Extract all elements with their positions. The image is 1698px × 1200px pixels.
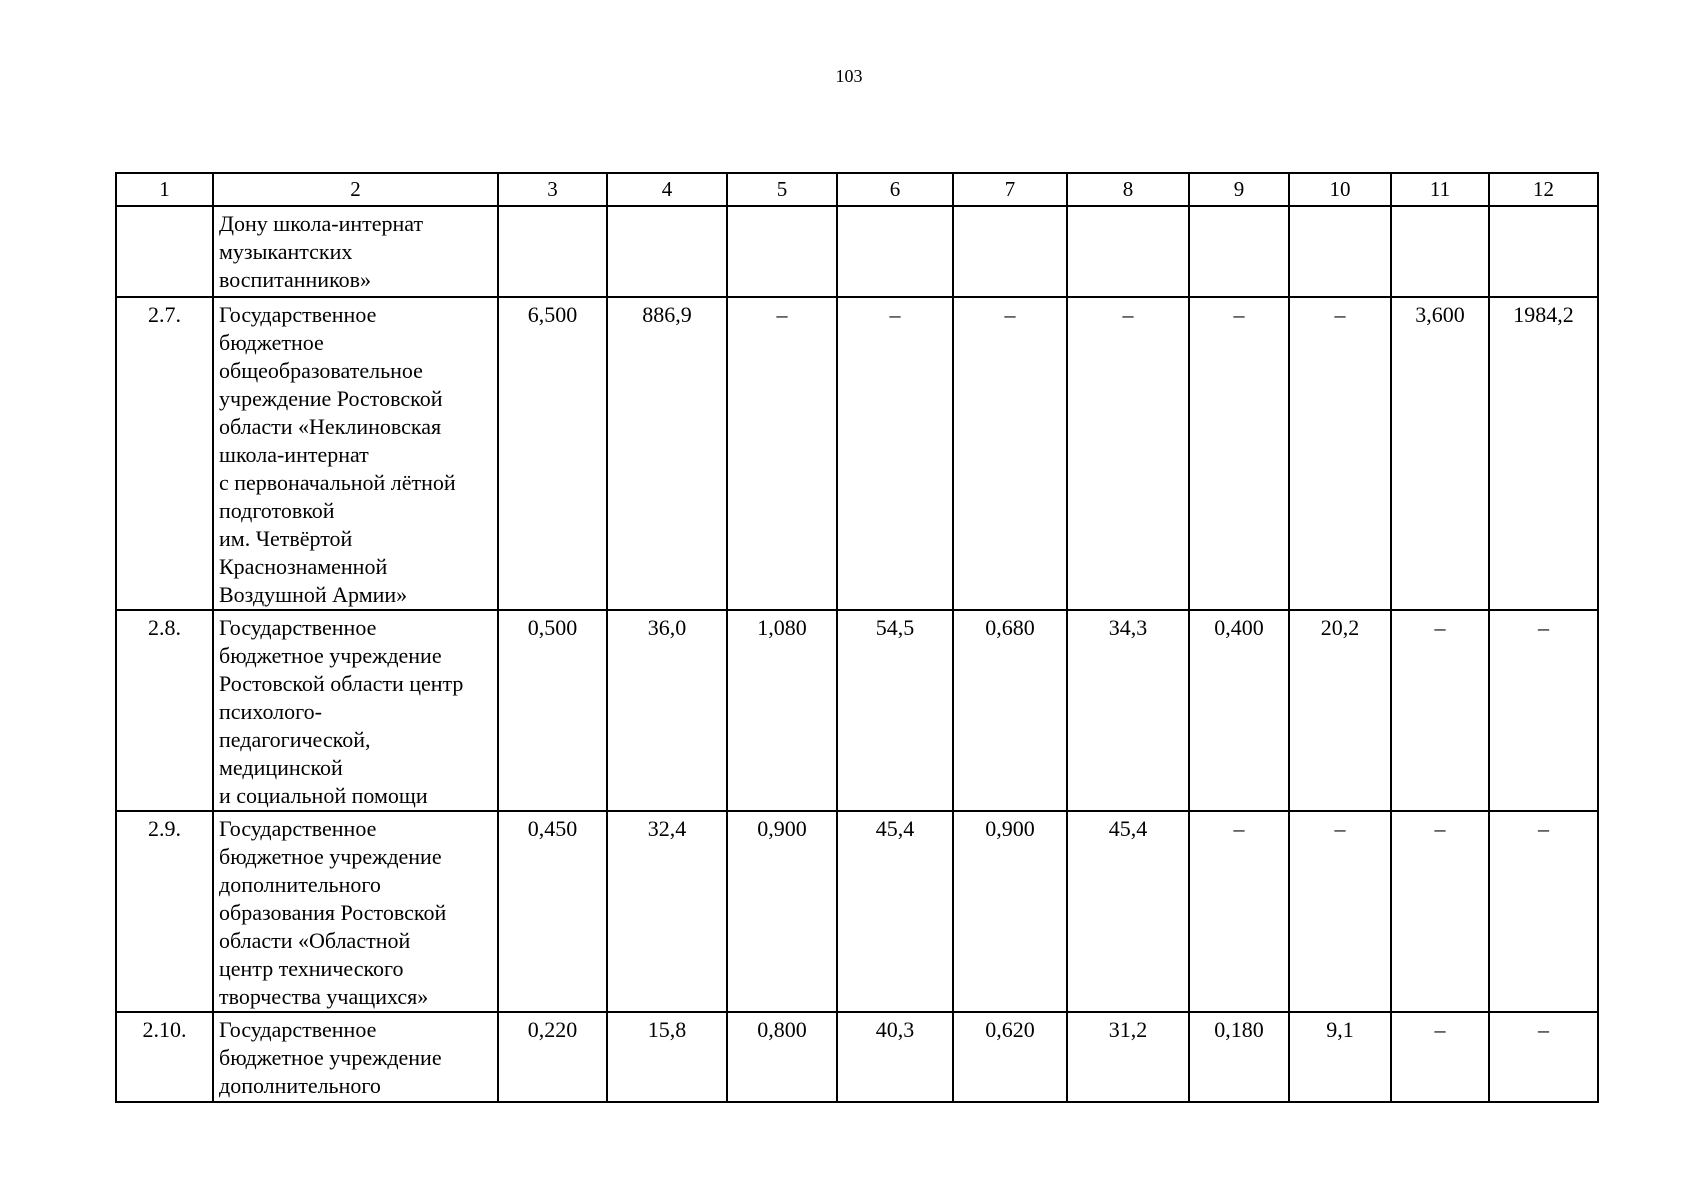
value-cell: –	[837, 297, 953, 610]
value-cell: –	[1189, 811, 1289, 1012]
value-cell: –	[1067, 297, 1189, 610]
value-cell: 0,900	[727, 811, 837, 1012]
value-cell: –	[1391, 811, 1489, 1012]
value-cell: –	[1489, 811, 1598, 1012]
column-number-header: 3	[498, 173, 607, 206]
institution-name-cell: Государственное бюджетное учреждение Ростовской области центр психолого- педагогической, медицинской и социальной помощи	[213, 610, 498, 811]
institution-name-cell: Государственное бюджетное учреждение дополнительного образования Ростовской области «Областной центр технического творчества учащихся»	[213, 811, 498, 1012]
table-row	[116, 297, 1598, 610]
value-cell: 32,4	[607, 811, 727, 1012]
value-cell: 0,900	[953, 811, 1067, 1012]
data-table	[115, 172, 1599, 1103]
value-cell: 36,0	[607, 610, 727, 811]
value-cell: –	[1391, 610, 1489, 811]
value-cell	[727, 206, 837, 297]
value-cell: 886,9	[607, 297, 727, 610]
value-cell	[1391, 206, 1489, 297]
table-row	[116, 1012, 1598, 1102]
value-cell	[1067, 206, 1189, 297]
column-number-header: 8	[1067, 173, 1189, 206]
value-cell: –	[1391, 1012, 1489, 1102]
value-cell: 0,450	[498, 811, 607, 1012]
institution-name-cell: Государственное бюджетное общеобразовательное учреждение Ростовской области «Неклиновская школа-интернат с первоначальной лётной подготовкой им. Четвёртой Краснознаменной Воздушной Армии»	[213, 297, 498, 610]
column-number-header: 12	[1489, 173, 1598, 206]
value-cell: 0,800	[727, 1012, 837, 1102]
value-cell	[498, 206, 607, 297]
value-cell: 45,4	[837, 811, 953, 1012]
value-cell: 0,400	[1189, 610, 1289, 811]
institution-name-cell: Дону школа-интернат музыкантских воспитанников»	[213, 206, 498, 297]
value-cell: 40,3	[837, 1012, 953, 1102]
column-number-header: 5	[727, 173, 837, 206]
institution-name-cell: Государственное бюджетное учреждение дополнительного	[213, 1012, 498, 1102]
row-number-cell: 2.9.	[116, 811, 213, 1012]
column-number-header: 4	[607, 173, 727, 206]
value-cell	[1189, 206, 1289, 297]
value-cell	[1489, 206, 1598, 297]
row-number-cell: 2.7.	[116, 297, 213, 610]
column-number-header: 11	[1391, 173, 1489, 206]
table-row	[116, 610, 1598, 811]
value-cell: 0,620	[953, 1012, 1067, 1102]
column-number-header: 6	[837, 173, 953, 206]
value-cell: 15,8	[607, 1012, 727, 1102]
value-cell: 0,680	[953, 610, 1067, 811]
value-cell: –	[953, 297, 1067, 610]
value-cell: –	[1189, 297, 1289, 610]
value-cell: 9,1	[1289, 1012, 1391, 1102]
value-cell: 1,080	[727, 610, 837, 811]
value-cell	[1289, 206, 1391, 297]
table-row	[116, 206, 1598, 297]
column-number-header: 2	[213, 173, 498, 206]
page-number: 103	[835, 66, 863, 86]
value-cell: 54,5	[837, 610, 953, 811]
value-cell	[837, 206, 953, 297]
value-cell: 3,600	[1391, 297, 1489, 610]
column-number-row	[116, 173, 1598, 206]
table-row	[116, 811, 1598, 1012]
value-cell	[607, 206, 727, 297]
column-number-header: 10	[1289, 173, 1391, 206]
value-cell: –	[1489, 1012, 1598, 1102]
value-cell: 20,2	[1289, 610, 1391, 811]
value-cell: –	[1489, 610, 1598, 811]
value-cell: –	[727, 297, 837, 610]
column-number-header: 7	[953, 173, 1067, 206]
value-cell: 31,2	[1067, 1012, 1189, 1102]
value-cell: 1984,2	[1489, 297, 1598, 610]
row-number-cell: 2.8.	[116, 610, 213, 811]
row-number-cell	[116, 206, 213, 297]
value-cell	[953, 206, 1067, 297]
value-cell: 45,4	[1067, 811, 1189, 1012]
value-cell: –	[1289, 811, 1391, 1012]
row-number-cell: 2.10.	[116, 1012, 213, 1102]
value-cell: –	[1289, 297, 1391, 610]
column-number-header: 9	[1189, 173, 1289, 206]
value-cell: 0,500	[498, 610, 607, 811]
value-cell: 0,180	[1189, 1012, 1289, 1102]
value-cell: 6,500	[498, 297, 607, 610]
column-number-header: 1	[116, 173, 213, 206]
value-cell: 0,220	[498, 1012, 607, 1102]
value-cell: 34,3	[1067, 610, 1189, 811]
